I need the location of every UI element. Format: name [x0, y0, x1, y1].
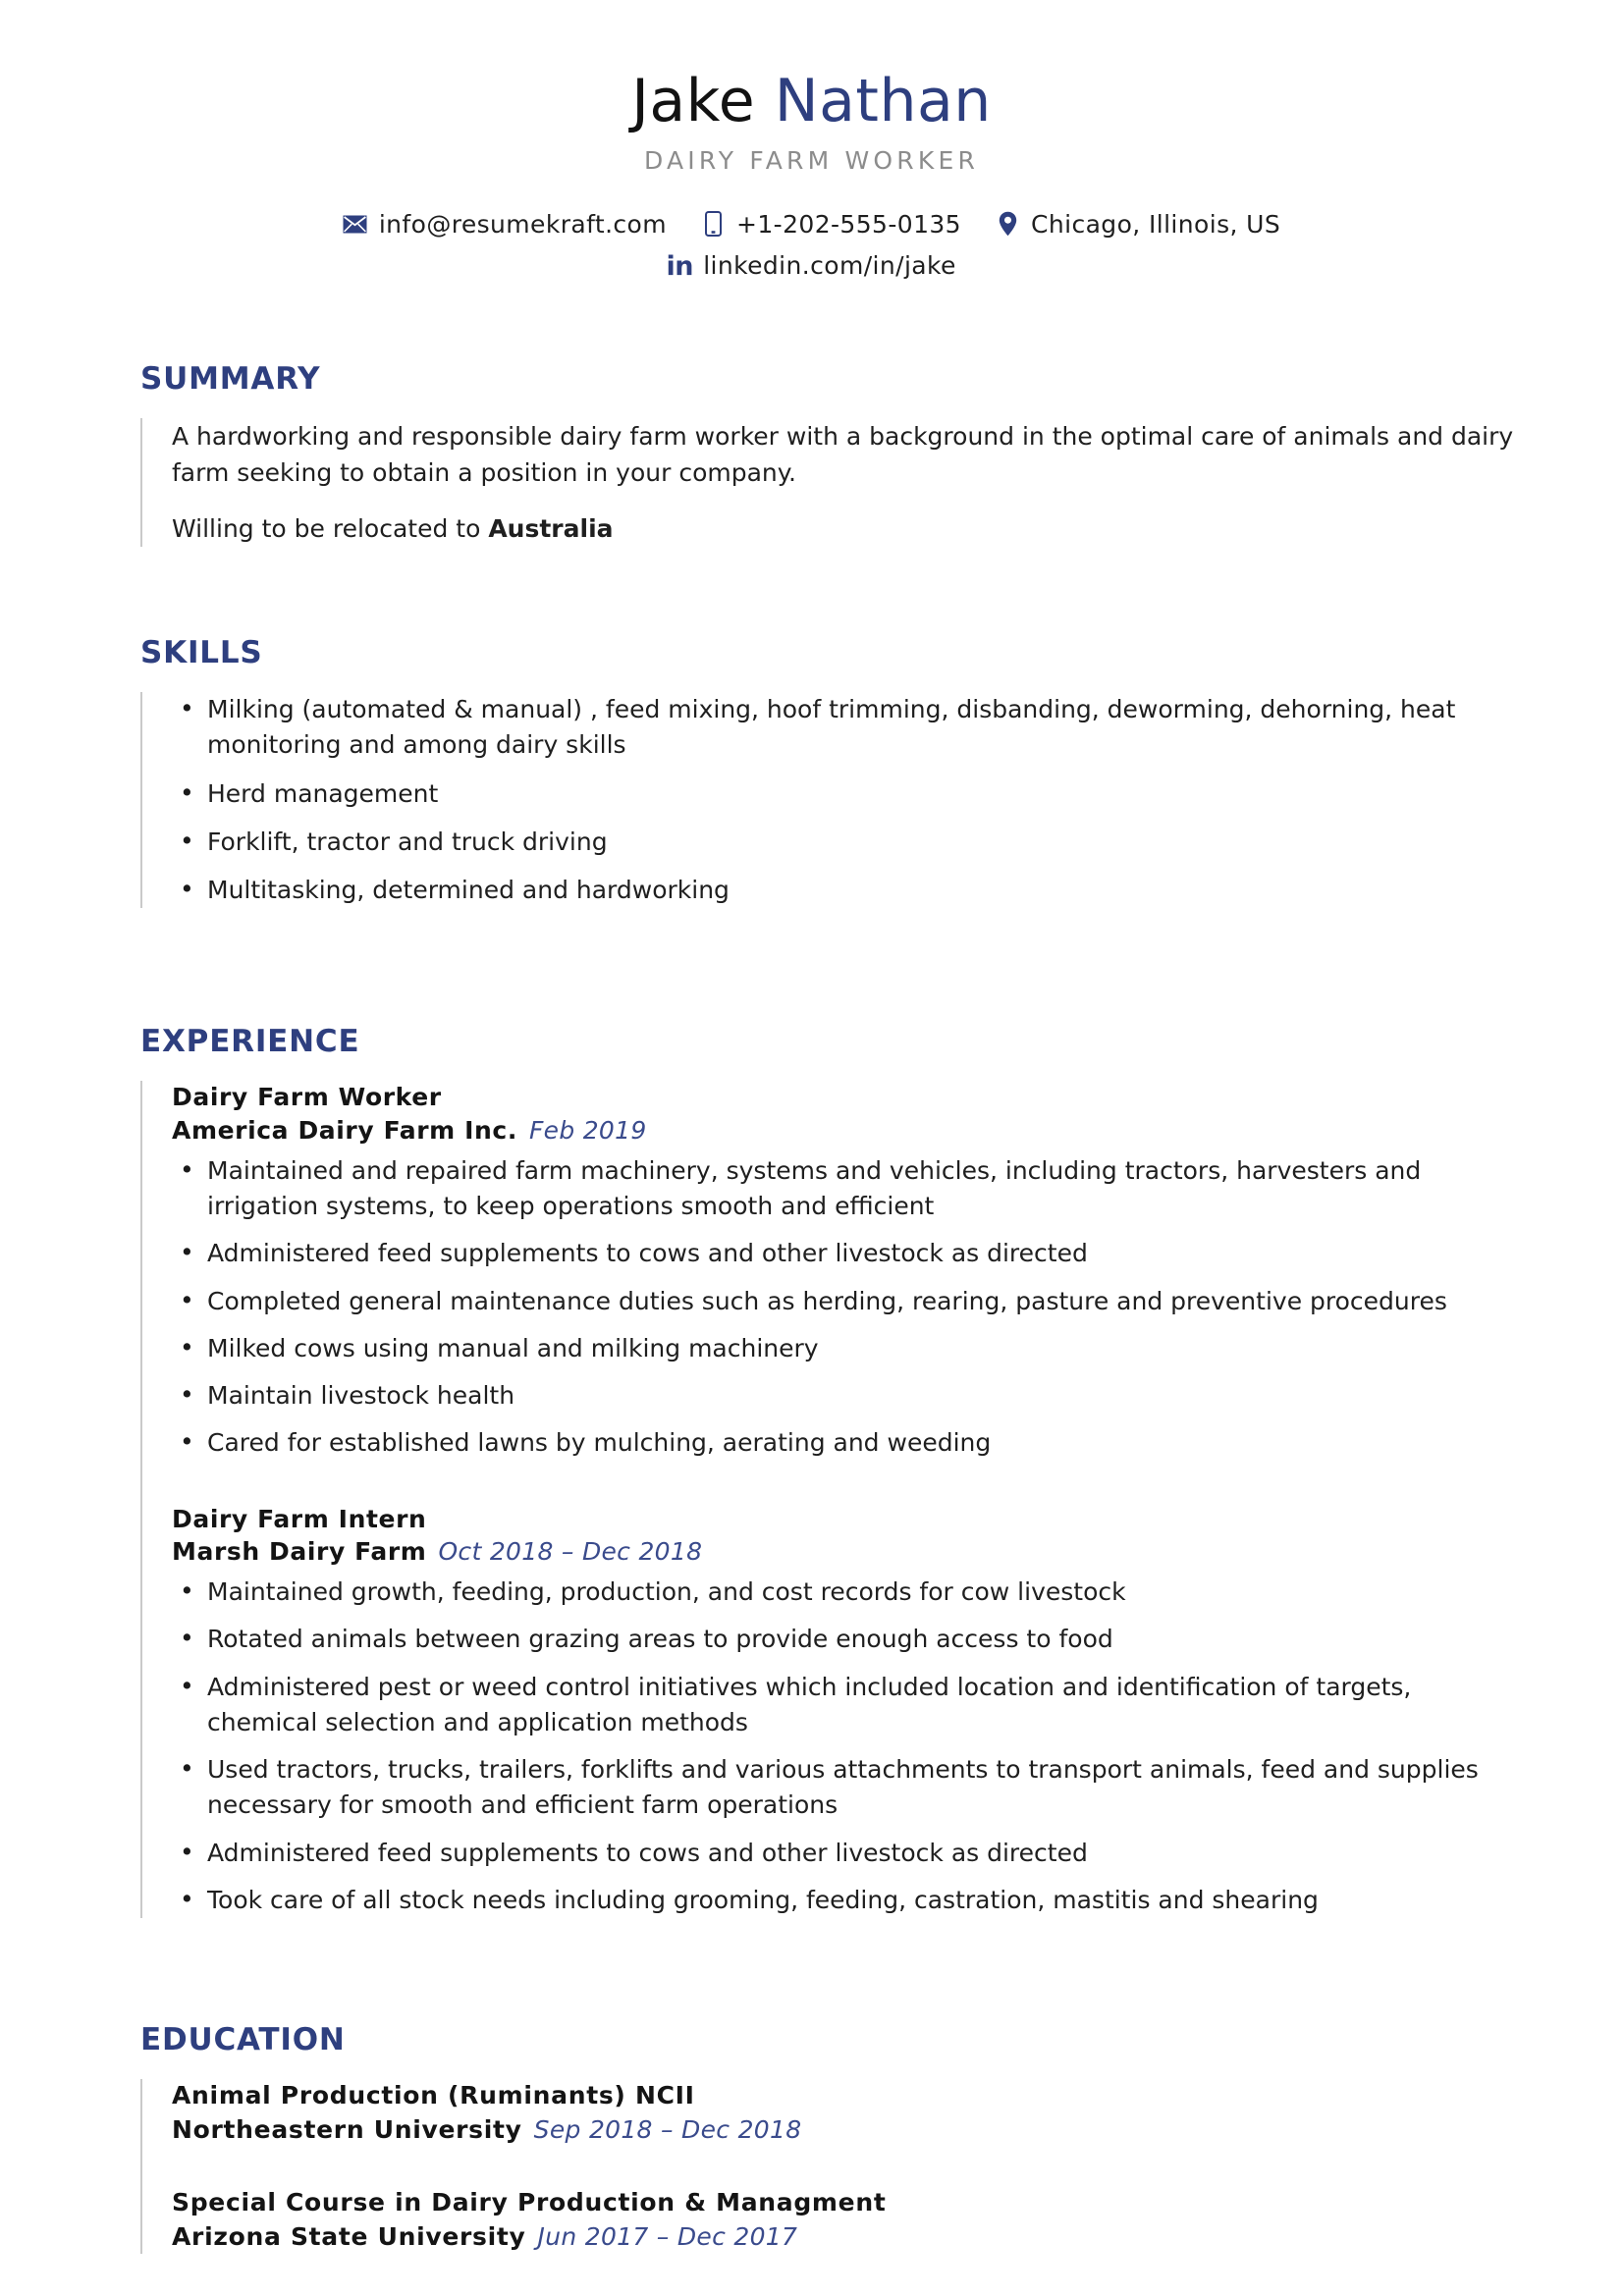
contact-email[interactable] [343, 210, 667, 238]
list-item: • Maintained growth, feeding, production, and cost records for cow livestock [172, 1575, 1515, 1610]
education-school-line [172, 2113, 1515, 2148]
relocation-country: Australia [488, 514, 614, 543]
section-skills [0, 635, 1623, 908]
experience-date: Oct 2018 – Dec 2018 [438, 1537, 703, 1567]
last-name: Nathan [774, 67, 992, 135]
list-item: • Milked cows using manual and milking machinery [172, 1331, 1515, 1366]
summary-body [140, 418, 1515, 547]
list-item: • Took care of all stock needs including grooming, feeding, castration, mastitis and shearing [172, 1883, 1515, 1918]
experience-entry [172, 1503, 1515, 1919]
relocation-prefix: Willing to be relocated to [172, 514, 489, 543]
experience-entry [172, 1081, 1515, 1461]
section-summary [0, 361, 1623, 547]
experience-role: Dairy Farm Worker [172, 1083, 442, 1112]
contact-phone-text: +1-202-555-0135 [736, 209, 961, 239]
experience-bullets [172, 1153, 1515, 1462]
experience-organization: Marsh Dairy Farm [172, 1537, 427, 1567]
resume-header [0, 0, 1623, 282]
list-item: • Administered feed supplements to cows and other livestock as directed [172, 1836, 1515, 1871]
contact-row-primary [0, 210, 1623, 238]
experience-bullets [172, 1575, 1515, 1918]
contact-block [0, 209, 1623, 282]
education-entry [172, 2186, 1515, 2254]
list-item: • Maintained and repaired farm machinery, systems and vehicles, including tractors, harvesters and irrigation systems, to keep operations smooth and efficient [172, 1153, 1515, 1225]
contact-location [995, 210, 1280, 238]
contact-location-text: Chicago, Illinois, US [1031, 209, 1281, 239]
list-item: • Milking (automated & manual) , feed mixing, hoof trimming, disbanding, deworming, dehorning, heat monitoring and among dairy skills [172, 692, 1515, 764]
list-item: • Multitasking, determined and hardworking [172, 873, 1515, 908]
candidate-name [0, 67, 1623, 135]
contact-email-text: info@resumekraft.com [378, 209, 668, 239]
education-entry [172, 2079, 1515, 2147]
list-item: • Cared for established lawns by mulching, aerating and weeding [172, 1425, 1515, 1461]
list-item: • Administered pest or weed control initiatives which included location and identification of targets, chemical selection and application methods [172, 1670, 1515, 1741]
skills-list [172, 692, 1515, 908]
experience-organization: America Dairy Farm Inc. [172, 1116, 517, 1145]
summary-relocation [172, 510, 1515, 547]
contact-linkedin[interactable] [666, 250, 956, 282]
section-title-experience: EXPERIENCE [140, 1024, 360, 1060]
location-pin-icon [995, 210, 1020, 238]
experience-org-line [172, 1535, 1515, 1569]
skills-body [140, 692, 1515, 908]
section-education [0, 2022, 1623, 2254]
education-school-line [172, 2220, 1515, 2255]
education-date: Sep 2018 – Dec 2018 [533, 2114, 802, 2144]
education-school: Northeastern University [172, 2114, 522, 2144]
experience-role: Dairy Farm Intern [172, 1504, 427, 1533]
list-item: • Forklift, tractor and truck driving [172, 825, 1515, 860]
list-item: • Used tractors, trucks, trailers, forklifts and various attachments to transport animals, feed and supplies necessary for smooth and efficient farm operations [172, 1752, 1515, 1824]
education-body [140, 2079, 1515, 2254]
experience-date: Feb 2019 [528, 1116, 647, 1145]
experience-org-line [172, 1114, 1515, 1148]
section-title-skills: SKILLS [140, 635, 263, 670]
phone-icon [700, 210, 726, 238]
contact-row-secondary [0, 250, 1623, 282]
linkedin-icon-text: in [666, 250, 693, 282]
education-school: Arizona State University [172, 2221, 526, 2251]
section-title-summary: SUMMARY [140, 361, 321, 397]
list-item: • Rotated animals between grazing areas to provide enough access to food [172, 1622, 1515, 1657]
first-name: Jake [631, 67, 756, 135]
envelope-icon [343, 210, 368, 238]
job-title: DAIRY FARM WORKER [643, 146, 980, 175]
list-item: • Completed general maintenance duties such as herding, rearing, pasture and preventive procedures [172, 1284, 1515, 1319]
education-degree: Animal Production (Ruminants) NCII [172, 2081, 695, 2109]
linkedin-icon [666, 250, 693, 282]
education-date: Jun 2017 – Dec 2017 [537, 2221, 798, 2251]
summary-paragraph: A hardworking and responsible dairy farm worker with a background in the optimal care of animals and dairy farm seeking to obtain a position in your company. [172, 422, 1514, 487]
education-degree: Special Course in Dairy Production & Managment [172, 2188, 887, 2216]
experience-body [140, 1081, 1515, 1918]
list-item: • Maintain livestock health [172, 1378, 1515, 1414]
contact-phone[interactable] [700, 210, 961, 238]
section-experience [0, 1024, 1623, 1918]
section-title-education: EDUCATION [140, 2022, 346, 2057]
list-item: • Administered feed supplements to cows and other livestock as directed [172, 1236, 1515, 1271]
list-item: • Herd management [172, 776, 1515, 812]
contact-linkedin-text: linkedin.com/in/jake [703, 250, 956, 280]
